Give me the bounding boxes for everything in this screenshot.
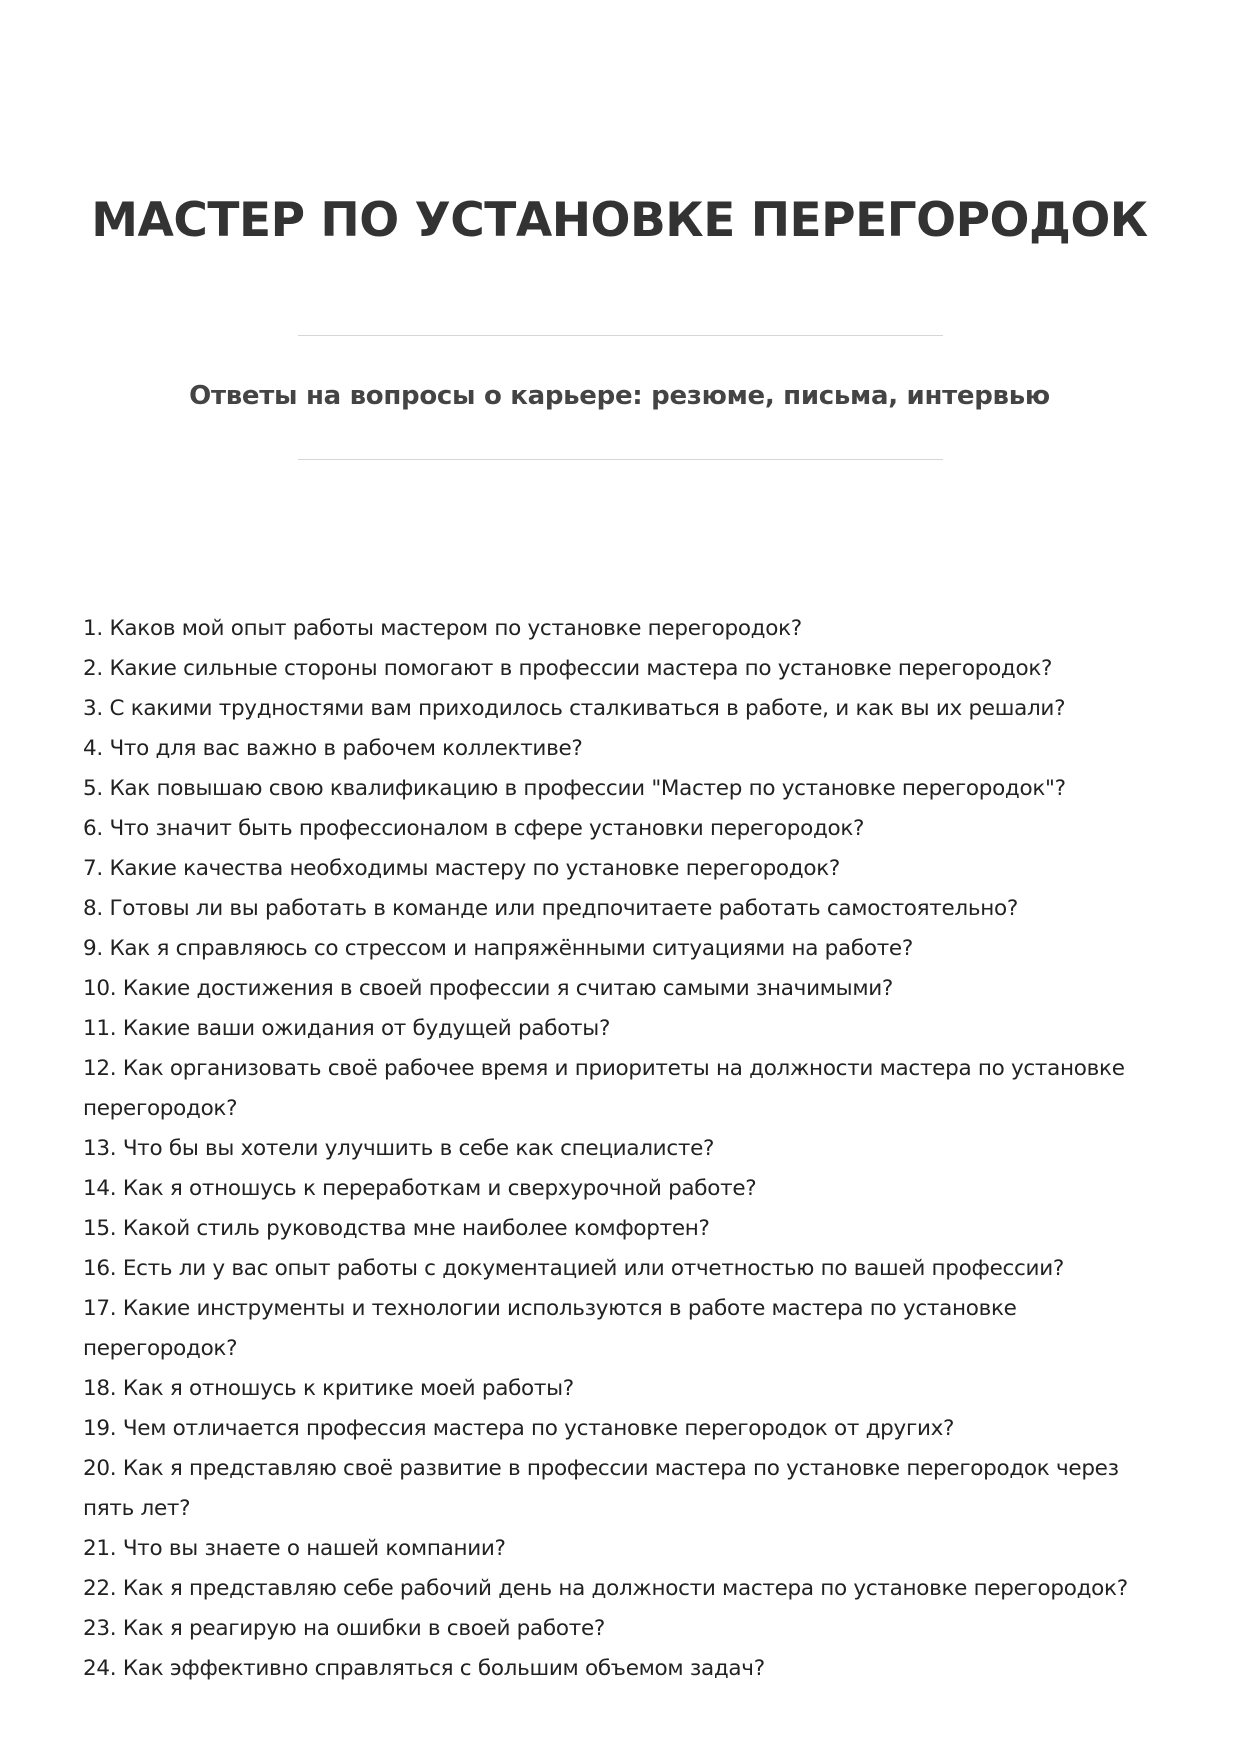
question-item: 10. Какие достижения в своей профессии я считаю самыми значимыми? — [83, 976, 894, 1001]
divider-top — [298, 335, 943, 336]
question-item: 20. Как я представляю своё развитие в профессии мастера по установке перегородок через пять лет? — [83, 1456, 1119, 1521]
question-item: 2. Какие сильные стороны помогают в профессии мастера по установке перегородок? — [83, 656, 1053, 681]
question-list — [83, 609, 1173, 1689]
question-item: 1. Каков мой опыт работы мастером по установке перегородок? — [83, 616, 802, 641]
question-item: 6. Что значит быть профессионалом в сфере установки перегородок? — [83, 816, 865, 841]
question-item: 24. Как эффективно справляться с большим объемом задач? — [83, 1656, 765, 1681]
question-item: 11. Какие ваши ожидания от будущей работы? — [83, 1016, 611, 1041]
question-item: 12. Как организовать своё рабочее время и приоритеты на должности мастера по установке перегородок? — [83, 1056, 1125, 1121]
page-subtitle: Ответы на вопросы о карьере: резюме, письма, интервью — [189, 381, 1050, 411]
question-item: 8. Готовы ли вы работать в команде или предпочитаете работать самостоятельно? — [83, 896, 1018, 921]
question-item: 3. С какими трудностями вам приходилось сталкиваться в работе, и как вы их решали? — [83, 696, 1066, 721]
question-item: 9. Как я справляюсь со стрессом и напряжёнными ситуациями на работе? — [83, 936, 913, 961]
question-item: 13. Что бы вы хотели улучшить в себе как специалисте? — [83, 1136, 715, 1161]
page-title: МАСТЕР ПО УСТАНОВКЕ ПЕРЕГОРОДОК — [91, 193, 1148, 248]
question-item: 4. Что для вас важно в рабочем коллективе? — [83, 736, 583, 761]
question-item: 21. Что вы знаете о нашей компании? — [83, 1536, 506, 1561]
question-item: 18. Как я отношусь к критике моей работы? — [83, 1376, 574, 1401]
question-item: 16. Есть ли у вас опыт работы с документацией или отчетностью по вашей профессии? — [83, 1256, 1064, 1281]
question-item: 14. Как я отношусь к переработкам и сверхурочной работе? — [83, 1176, 757, 1201]
question-item: 22. Как я представляю себе рабочий день на должности мастера по установке перегородок? — [83, 1576, 1128, 1601]
question-item: 23. Как я реагирую на ошибки в своей работе? — [83, 1616, 605, 1641]
question-item: 7. Какие качества необходимы мастеру по установке перегородок? — [83, 856, 840, 881]
question-item: 19. Чем отличается профессия мастера по установке перегородок от других? — [83, 1416, 955, 1441]
question-item: 17. Какие инструменты и технологии используются в работе мастера по установке перегородок? — [83, 1296, 1017, 1361]
divider-bottom — [298, 459, 943, 460]
question-item: 15. Какой стиль руководства мне наиболее комфортен? — [83, 1216, 710, 1241]
question-item: 5. Как повышаю свою квалификацию в профессии "Мастер по установке перегородок"? — [83, 776, 1066, 801]
